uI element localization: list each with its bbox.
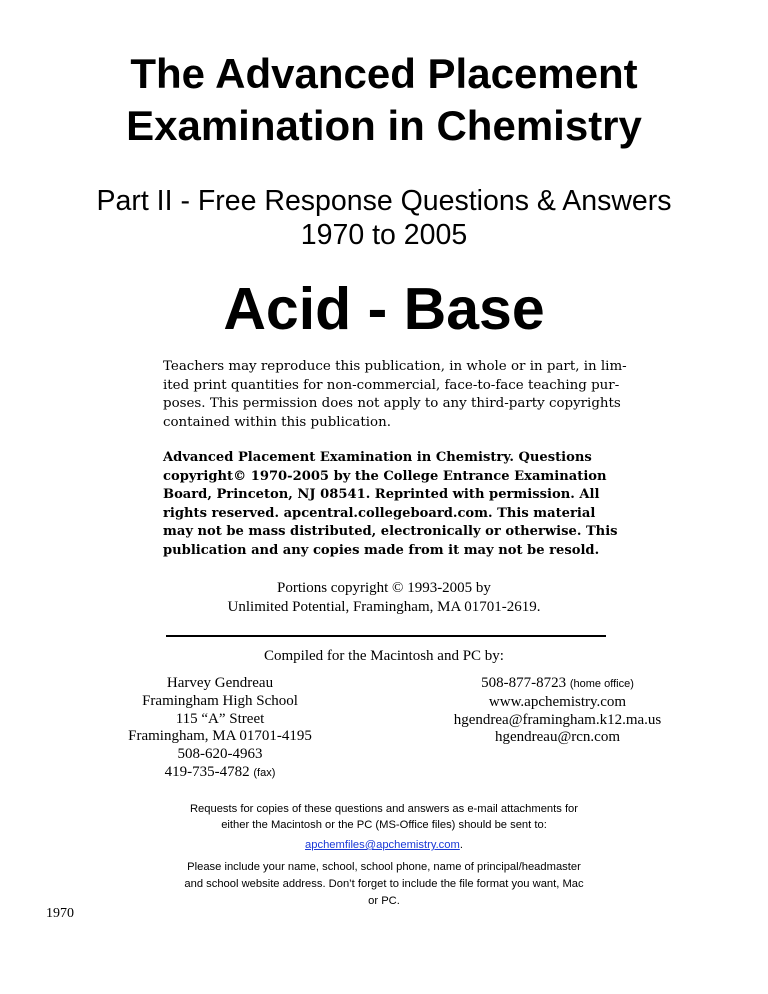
city-address: Framingham, MA 01701-4195 xyxy=(128,728,312,745)
school-phone: 508-620-4963 xyxy=(177,746,263,763)
include-line-1: Please include your name, school, school phone, name of principal/headmaster xyxy=(187,861,581,873)
horizontal-divider xyxy=(166,635,606,637)
street-address: 115 “A” Street xyxy=(175,710,265,727)
home-phone: 508-877-8723 xyxy=(481,675,567,691)
contact-address-block xyxy=(110,675,330,783)
requests-email-line xyxy=(0,837,768,853)
email-suffix: . xyxy=(459,839,463,851)
requests-line-1: Requests for copies of these questions and answers as e-mail attachments for xyxy=(189,803,579,815)
subtitle-line-1: Part II - Free Response Questions & Answers xyxy=(96,185,672,217)
requests-line-2: either the Macintosh or the PC (MS-Office files) should be sent to: xyxy=(221,819,547,831)
copyright-line: copyright© 1970-2005 by the College Entrance Examination xyxy=(163,468,607,484)
portions-line-2: Unlimited Potential, Framingham, MA 01701-2619. xyxy=(227,599,541,615)
permission-line: contained within this publication. xyxy=(163,414,391,430)
subtitle-line-2: 1970 to 2005 xyxy=(300,219,468,251)
permission-paragraph xyxy=(163,358,627,432)
permission-line: ited print quantities for non-commercial, face-to-face teaching pur- xyxy=(163,377,620,393)
include-instructions xyxy=(0,859,768,910)
copyright-line: publication and any copies made from it may not be resold. xyxy=(163,542,600,558)
copyright-line: Advanced Placement Examination in Chemistry. Questions xyxy=(163,450,592,465)
copyright-line: may not be mass distributed, electronically or otherwise. This xyxy=(163,524,618,540)
contact-online-block xyxy=(430,675,685,747)
fax-number: 419-735-4782 xyxy=(164,763,250,780)
email-school: hgendrea@framingham.k12.ma.us xyxy=(453,711,662,728)
copyright-line: Board, Princeton, NJ 08541. Reprinted with permission. All xyxy=(163,487,600,503)
include-line-2: and school website address. Don’t forget to include the file format you want, Mac xyxy=(184,878,584,890)
email-personal: hgendreau@rcn.com xyxy=(494,729,620,746)
portions-copyright xyxy=(0,579,768,617)
home-phone-label: (home office) xyxy=(569,678,634,690)
title-line-2: Examination in Chemistry xyxy=(126,102,642,149)
fax-label: (fax) xyxy=(253,766,276,779)
page-number: 1970 xyxy=(46,906,74,921)
fax-line xyxy=(110,764,330,783)
copyright-line: rights reserved. apcentral.collegeboard.com. This material xyxy=(163,505,596,521)
request-email-link[interactable]: apchemfiles@apchemistry.com xyxy=(305,839,460,851)
portions-line-1: Portions copyright © 1993-2005 by xyxy=(277,580,491,596)
document-title xyxy=(0,48,768,152)
permission-line: poses. This permission does not apply to any third-party copyrights xyxy=(163,396,621,412)
permission-line: Teachers may reproduce this publication, in whole or in part, in lim- xyxy=(163,359,627,374)
author-name: Harvey Gendreau xyxy=(166,675,274,691)
website: www.apchemistry.com xyxy=(488,693,627,710)
compiled-by-label: Compiled for the Macintosh and PC by: xyxy=(264,648,504,664)
include-line-3: or PC. xyxy=(368,895,400,907)
copyright-notice xyxy=(163,449,618,561)
requests-paragraph xyxy=(0,801,768,833)
school-name: Framingham High School xyxy=(142,692,298,709)
title-line-1: The Advanced Placement xyxy=(130,50,638,97)
document-subtitle xyxy=(0,184,768,252)
topic-heading: Acid - Base xyxy=(223,276,545,342)
home-phone-line xyxy=(430,675,685,694)
